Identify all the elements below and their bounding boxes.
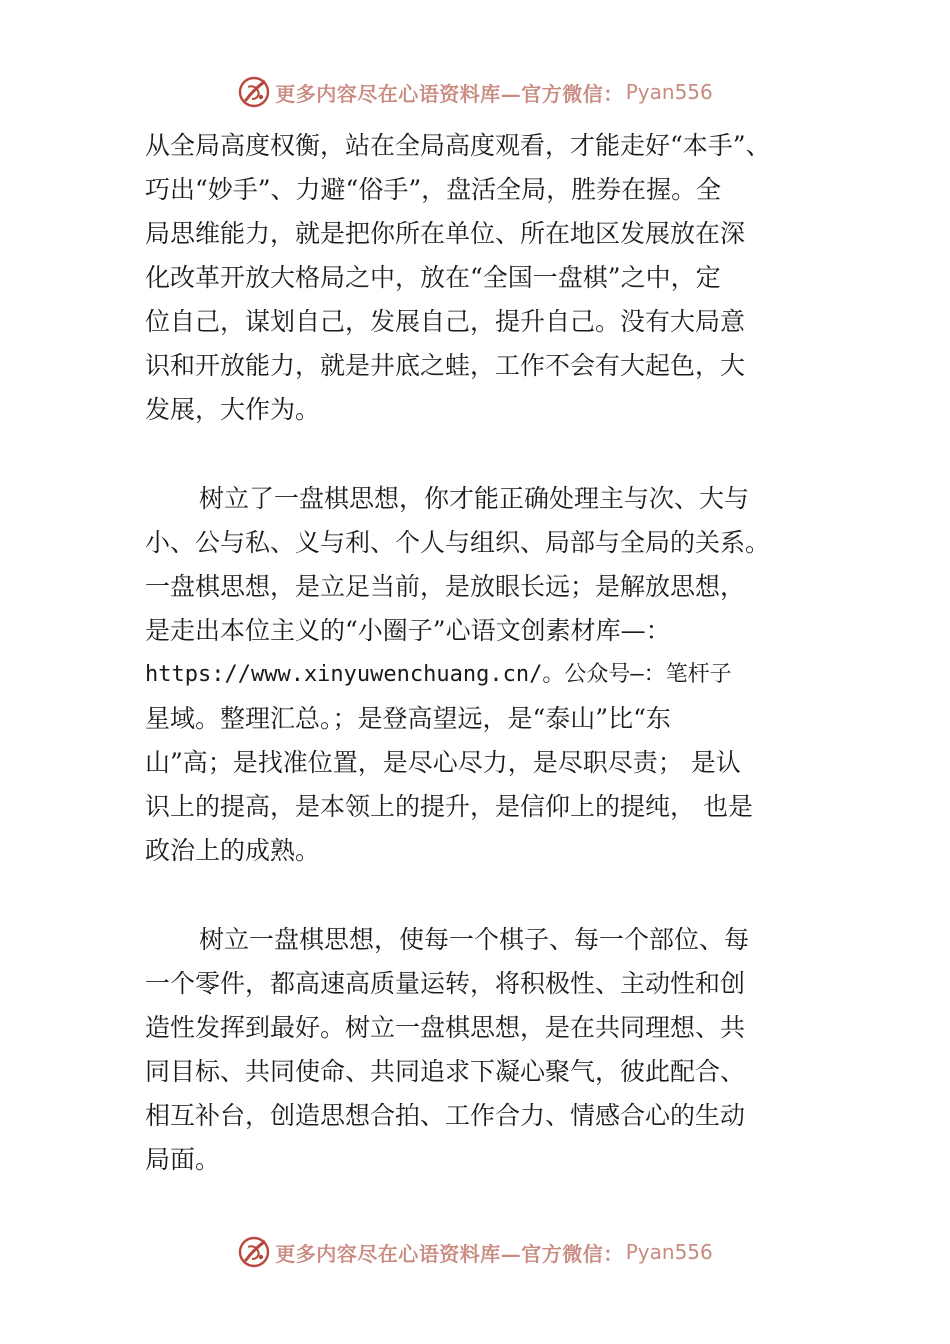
paragraph-gap <box>145 873 810 918</box>
header-banner <box>0 72 950 112</box>
text-line: 局面。 <box>145 1145 221 1174</box>
text-line: 位自己，谋划自己，发展自己，提升自己。没有大局意 <box>145 307 746 336</box>
text-line: 识上的提高，是本领上的提升，是信仰上的提纯， 也是 <box>145 792 753 821</box>
text-line: 局思维能力，就是把你所在单位、所在地区发展放在深 <box>145 219 746 248</box>
paragraph <box>145 124 810 432</box>
brand-logo-icon <box>237 75 271 109</box>
brand-logo-icon <box>237 1235 271 1269</box>
text-line: 一盘棋思想，是立足当前，是放眼长远；是解放思想， <box>145 572 746 601</box>
text-line: 星域。整理汇总。；是登高望远，是“泰山”比“东 <box>145 704 671 733</box>
text-line: 相互补台，创造思想合拍、工作合力、情感合心的生动 <box>145 1101 746 1130</box>
document-body <box>145 124 810 1182</box>
text-line: 从全局高度权衡，站在全局高度观看，才能走好“本手”、 <box>145 131 771 160</box>
text-line: 同目标、共同使命、共同追求下凝心聚气，彼此配合、 <box>145 1057 746 1086</box>
banner-text: 更多内容尽在心语资料库—官方微信： <box>275 81 624 106</box>
text-line: 小、公与私、义与利、个人与组织、局部与全局的关系。 <box>145 528 771 557</box>
text-line: 山”高；是找准位置，是尽心尽力，是尽职尽责； 是认 <box>145 748 741 777</box>
footer-banner <box>0 1232 950 1272</box>
text-line: 一个零件，都高速高质量运转，将积极性、主动性和创 <box>145 969 746 998</box>
paragraph <box>145 918 810 1182</box>
text-line: 树立一盘棋思想，使每一个棋子、每一个部位、每 <box>199 925 750 954</box>
text-line: 巧出“妙手”、力避“俗手”，盘活全局，胜券在握。全 <box>145 175 722 204</box>
text-line: 政治上的成熟。 <box>145 836 321 865</box>
text-line: 是走出本位主义的“小圈子”心语文创素材库—： <box>145 616 671 645</box>
wechat-id: Pyan556 <box>625 80 713 104</box>
text-line: 树立了一盘棋思想，你才能正确处理主与次、大与 <box>199 484 750 513</box>
text-line: 识和开放能力，就是井底之蛙，工作不会有大起色，大 <box>145 351 746 380</box>
wechat-id: Pyan556 <box>625 1240 713 1264</box>
text-line: 发展，大作为。 <box>145 395 321 424</box>
text-line: 造性发挥到最好。树立一盘棋思想，是在共同理想、共 <box>145 1013 746 1042</box>
banner-text: 更多内容尽在心语资料库—官方微信： <box>275 1241 624 1266</box>
paragraph-gap <box>145 432 810 477</box>
url-line: https://www.xinyuwenchuang.cn/。公众号—：笔杆子 <box>145 662 732 687</box>
text-line: 化改革开放大格局之中，放在“全国一盘棋”之中，定 <box>145 263 721 292</box>
paragraph <box>145 477 810 873</box>
